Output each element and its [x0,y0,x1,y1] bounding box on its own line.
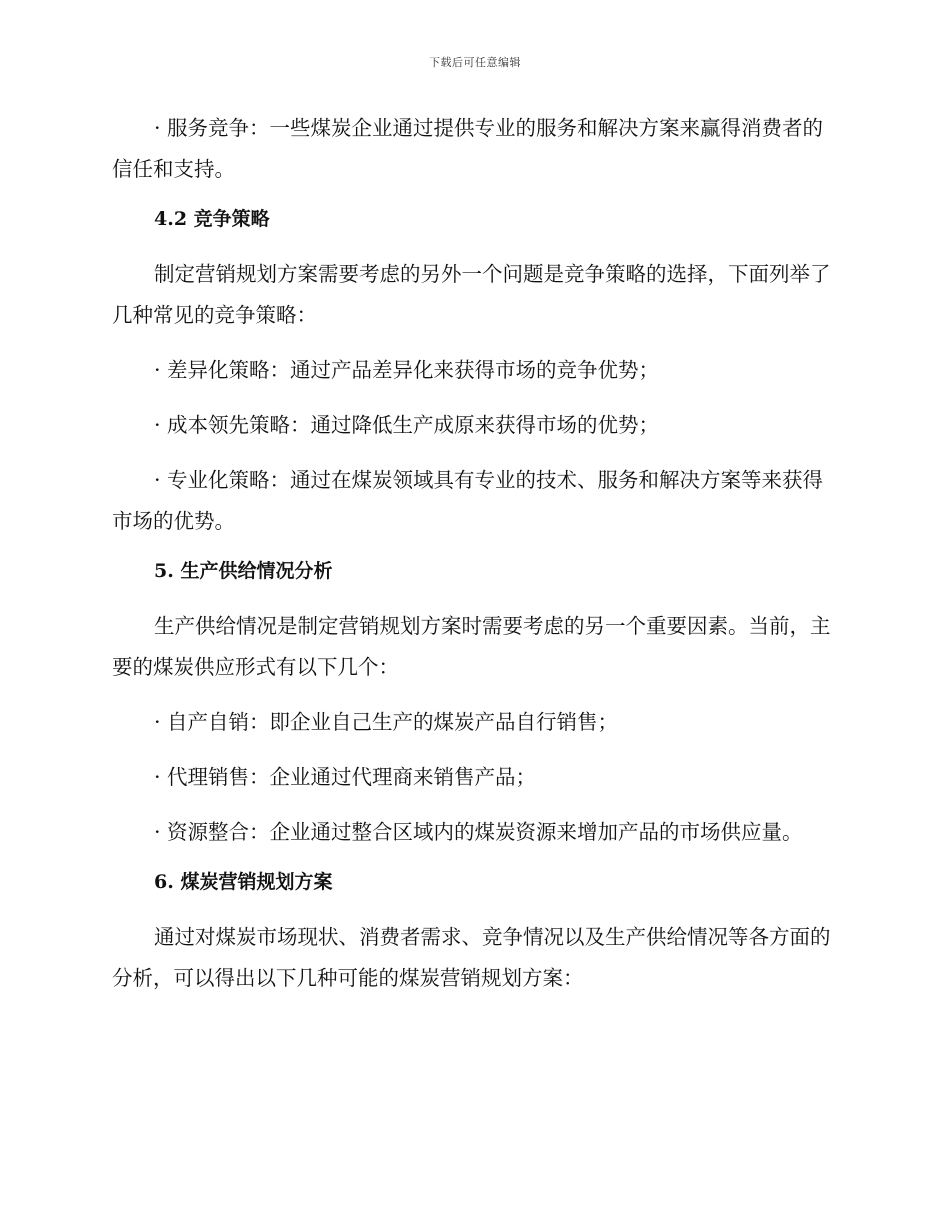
document-body [112,108,834,1013]
bullet-service-competition: · 服务竞争：一些煤炭企业通过提供专业的服务和解决方案来赢得消费者的信任和支持。 [112,116,824,181]
bullet-cost-leadership-strategy: · 成本领先策略：通过降低生产成原来获得市场的优势； [154,413,660,437]
paragraph-supply-intro: 生产供给情况是制定营销规划方案时需要考虑的另一个重要因素。当前，主要的煤炭供应形式有以下几个： [112,614,831,679]
bullet-specialization-strategy: · 专业化策略：通过在煤炭领域具有专业的技术、服务和解决方案等来获得市场的优势。 [112,468,824,533]
bullet-differentiation-strategy: · 差异化策略：通过产品差异化来获得市场的竞争优势； [154,358,660,382]
section-heading-4-2: 4.2 竞争策略 [154,208,270,230]
paragraph-marketing-plan-intro: 通过对煤炭市场现状、消费者需求、竞争情况以及生产供给情况等各方面的分析，可以得出以下几种可能的煤炭营销规划方案： [112,925,831,990]
section-heading-5: 5. 生产供给情况分析 [154,560,333,582]
page-header: 下载后可任意编辑 [429,56,521,69]
bullet-resource-integration: · 资源整合：企业通过整合区域内的煤炭资源来增加产品的市场供应量。 [154,820,803,844]
bullet-agency-sales: · 代理销售：企业通过代理商来销售产品； [154,765,537,789]
bullet-self-production-sales: · 自产自销：即企业自己生产的煤炭产品自行销售； [154,710,619,734]
paragraph-competition-strategy-intro: 制定营销规划方案需要考虑的另外一个问题是竞争策略的选择，下面列举了几种常见的竞争策略： [112,262,831,327]
section-heading-6: 6. 煤炭营销规划方案 [154,871,333,893]
